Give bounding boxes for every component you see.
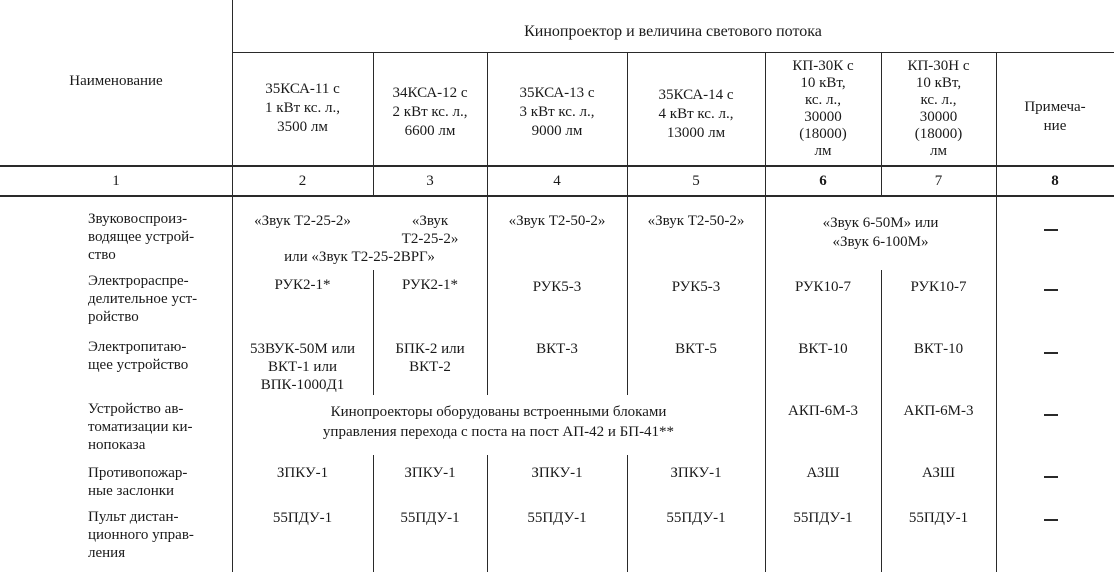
col-number-1: 1	[112, 173, 120, 189]
row2-col4: РУК5-3	[532, 279, 582, 295]
row5-col5: ЗПКУ-1	[670, 465, 722, 481]
col-number-4: 4	[553, 173, 561, 189]
row6-col4: 55ПДУ-1	[527, 510, 587, 526]
header-col1: Наименование	[69, 73, 163, 89]
row1-col67: «Звук 6-50М» или «Звук 6-100М»	[822, 215, 939, 250]
header-col5: 35КСА-14 с 4 кВт кс. л., 13000 лм	[658, 87, 734, 141]
row1-col2: «Звук Т2-25-2»	[254, 213, 351, 229]
row1-col4: «Звук Т2-50-2»	[508, 213, 606, 229]
row5-col4: ЗПКУ-1	[531, 465, 583, 481]
row1-col23-merged: или «Звук Т2-25-2ВРГ»	[284, 249, 435, 265]
row2-col2: РУК2-1*	[274, 277, 331, 293]
header-col3: 34КСА-12 с 2 кВт кс. л., 6600 лм	[392, 85, 468, 139]
row1-col5: «Звук Т2-50-2»	[647, 213, 745, 229]
row3-col5: ВКТ-5	[675, 341, 717, 357]
row5-col2: ЗПКУ-1	[276, 465, 329, 481]
row6-col5: 55ПДУ-1	[666, 510, 726, 526]
row5-col6: АЗШ	[806, 465, 840, 481]
col-number-7: 7	[934, 173, 943, 189]
number-row-rule	[0, 195, 1114, 197]
row4-col6: АКП-6М-3	[788, 403, 858, 419]
row4-col25-merged: Кинопроекторы оборудованы встроенными блоками управления перехода с поста на пост АП-42 и БП-41**	[322, 404, 675, 440]
header-bottom-rule	[0, 165, 1114, 167]
row3-col4: ВКТ-3	[536, 341, 578, 357]
row2-col6: РУК10-7	[794, 279, 852, 295]
header-col4: 35КСА-13 с 3 кВт кс. л., 9000 лм	[519, 85, 595, 139]
row3-col2: 53ВУК-50М или ВКТ-1 или ВПК-1000Д1	[249, 341, 356, 393]
row6-col6: 55ПДУ-1	[793, 510, 853, 526]
row5-col7: АЗШ	[921, 465, 956, 481]
row2-col8	[1040, 280, 1055, 297]
col-number-5: 5	[692, 173, 700, 189]
row1-name: Звуковоспроиз- водящее устрой- ство	[88, 211, 195, 263]
row6-col3: 55ПДУ-1	[400, 510, 460, 526]
row6-col7: 55ПДУ-1	[908, 510, 969, 526]
header-col6: КП-30К с 10 кВт, кс. л., 30000 (18000) лм	[792, 58, 854, 159]
row4-col8	[1040, 405, 1055, 422]
row1-col3: «Звук Т2-25-2»	[401, 213, 459, 247]
row2-col7: РУК10-7	[910, 279, 967, 295]
col-number-8: 8	[1051, 173, 1059, 189]
row2-col3: РУК2-1*	[401, 277, 459, 293]
row6-name: Пульт дистан- ционного управ- ления	[88, 509, 194, 561]
row3-col3: БПК-2 или ВКТ-2	[395, 341, 465, 375]
row3-col8	[1040, 343, 1055, 360]
row5-name: Противопожар- ные заслонки	[88, 465, 188, 499]
row5-col3: ЗПКУ-1	[404, 465, 456, 481]
col-number-6: 6	[819, 173, 827, 189]
row6-col2: 55ПДУ-1	[272, 510, 333, 526]
row1-col8	[1040, 220, 1055, 237]
header-col7: КП-30Н с 10 кВт, кс. л., 30000 (18000) лм	[907, 58, 970, 159]
row3-col7: ВКТ-10	[913, 341, 964, 357]
row4-col7: АКП-6М-3	[903, 403, 974, 419]
row5-col8	[1040, 467, 1055, 484]
header-group-title: Кинопроектор и величина светового потока	[524, 23, 822, 40]
row3-name: Электропитаю- щее устройство	[88, 339, 189, 373]
header-col2: 35КСА-11 с 1 кВт кс. л., 3500 лм	[265, 81, 340, 135]
header-col8: Примеча- ние	[1024, 99, 1086, 134]
row2-name: Электрораспре- делительное уст- ройство	[88, 273, 198, 325]
col-number-2: 2	[298, 173, 307, 189]
row6-col8	[1040, 510, 1055, 527]
row3-col6: ВКТ-10	[798, 341, 848, 357]
col-number-3: 3	[426, 173, 434, 189]
row4-name: Устройство ав- томатизации ки- нопоказа	[88, 401, 193, 453]
row2-col5: РУК5-3	[671, 279, 721, 295]
header-group-rule	[232, 52, 1114, 53]
